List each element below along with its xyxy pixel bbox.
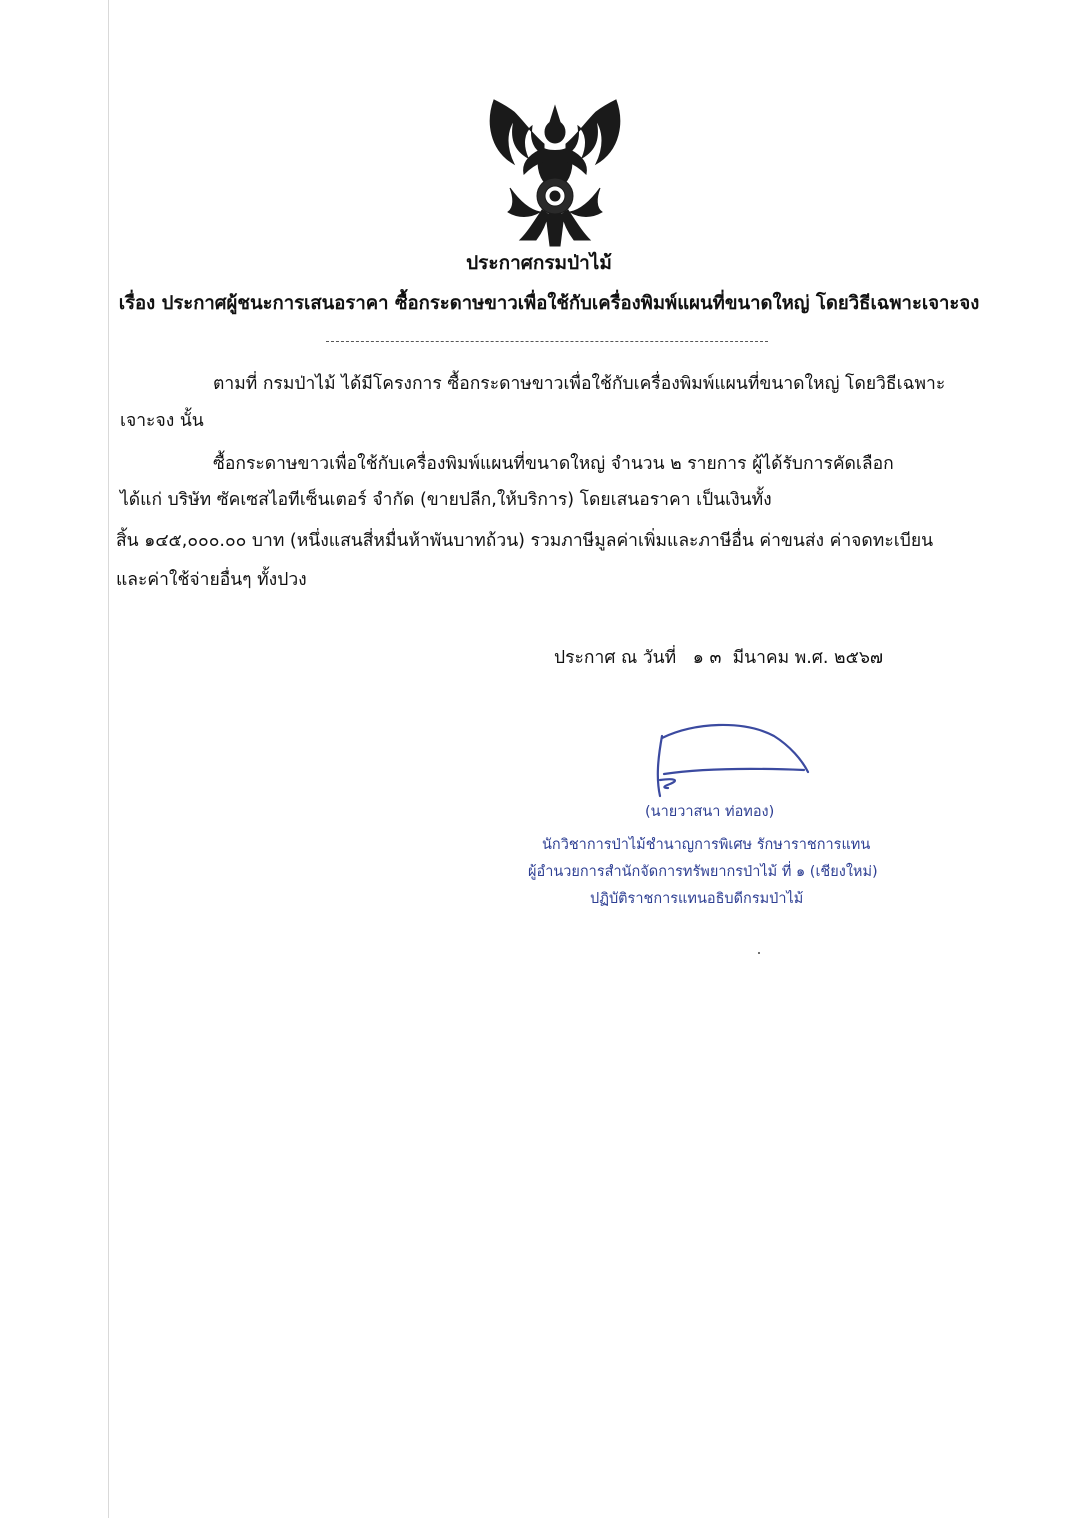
scan-edge-line [108,0,109,1518]
signatory-name: (นายวาสนา ท่อทอง) [645,804,775,820]
announcement-date: ประกาศ ณ วันที่ ๑ ๓ มีนาคม พ.ศ. ๒๕๖๗ [554,648,884,668]
signatory-position-line-2: ผู้อำนวยการสำนักจัดการทรัพยากรป่าไม้ ที่ ๑ (เชียงใหม่) [528,864,878,880]
scan-speck [758,952,760,954]
garuda-emblem-icon [484,92,626,248]
paragraph-1-line-2: เจาะจง นั้น [120,411,204,431]
announcement-title: ประกาศกรมป่าไม้ [466,252,612,274]
paragraph-2-line-1: ซื้อกระดาษขาวเพื่อใช้กับเครื่องพิมพ์แผนที่ขนาดใหญ่ จำนวน ๒ รายการ ผู้ได้รับการคัดเลือก [213,454,894,474]
paragraph-1-line-1: ตามที่ กรมป่าไม้ ได้มีโครงการ ซื้อกระดาษขาวเพื่อใช้กับเครื่องพิมพ์แผนที่ขนาดใหญ่ โดยวิธีเฉพาะ [213,374,946,394]
paragraph-2-line-2: ได้แก่ บริษัท ซัคเซสไอทีเซ็นเตอร์ จำกัด (ขายปลีก,ให้บริการ) โดยเสนอราคา เป็นเงินทั้ง [120,490,772,510]
signatory-position-line-3: ปฏิบัติราชการแทนอธิบดีกรมป่าไม้ [590,891,804,907]
handwritten-signature-icon [634,718,814,804]
dashed-divider [326,341,768,342]
announcement-subject: เรื่อง ประกาศผู้ชนะการเสนอราคา ซื้อกระดาษขาวเพื่อใช้กับเครื่องพิมพ์แผนที่ขนาดใหญ่ โดยวิธีเฉพาะเจาะจง [118,293,980,314]
paragraph-2-line-3: สิ้น ๑๔๕,๐๐๐.๐๐ บาท (หนึ่งแสนสี่หมื่นห้าพันบาทถ้วน) รวมภาษีมูลค่าเพิ่มและภาษีอื่น ค่าขนส่ง ค่าจดทะเบียน [116,531,934,551]
paragraph-2-line-4: และค่าใช้จ่ายอื่นๆ ทั้งปวง [116,570,307,590]
signatory-position-line-1: นักวิชาการป่าไม้ชำนาญการพิเศษ รักษาราชการแทน [542,837,871,853]
